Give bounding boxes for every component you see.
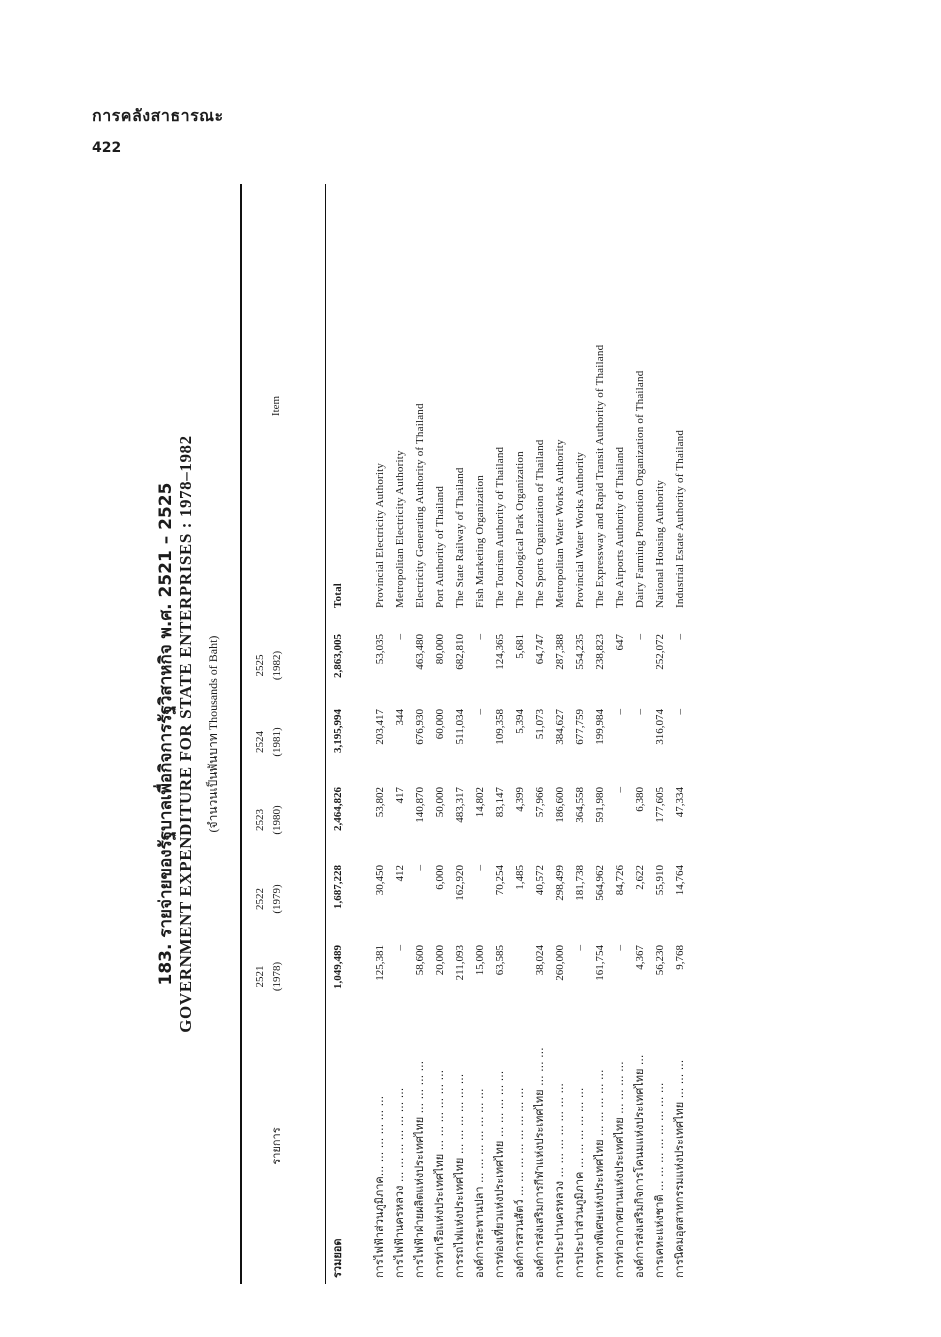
header-spacer <box>286 703 316 781</box>
header-year-5 <box>252 628 286 703</box>
table-unit: (จำนวนเป็นพันบาท Thousands of Baht) <box>206 635 220 833</box>
row-value: 344 <box>394 709 406 726</box>
header-year-4 <box>252 703 286 781</box>
row-label-english: Port Authority of Thailand <box>434 485 446 608</box>
header-year-2-be: 2522 <box>254 888 266 910</box>
table-title-english: GOVERNMENT EXPENDITURE FOR STATE ENTERPRISES : 1978–1982 <box>176 435 195 1033</box>
header-spacer <box>286 859 316 939</box>
row-value: 4,367 <box>634 945 646 970</box>
row-value: 14,764 <box>674 865 686 896</box>
row-value: 140,870 <box>414 787 426 823</box>
total-value: 1,687,228 <box>332 865 344 909</box>
header-year-3-ce: (1980) <box>271 805 283 835</box>
row-value: 177,605 <box>654 787 666 823</box>
header-spacer <box>286 628 316 703</box>
row-value: 47,334 <box>674 787 686 818</box>
header-spacer <box>286 1014 316 1284</box>
row-value: 50,000 <box>434 787 446 818</box>
row-label-thai: การท่องเที่ยวแห่งประเทศไทย ... ... ... ... ... <box>493 1070 506 1278</box>
row-label-thai: การไฟฟ้านครหลวง ... ... ... ... ... ... ... <box>393 1087 406 1278</box>
row-value: 2,622 <box>634 865 646 890</box>
row-label-english: The State Railway of Thailand <box>454 467 466 608</box>
row-label-thai: การเคหะแห่งชาติ ... ... ... ... ... ... ... ... <box>653 1082 666 1278</box>
header-spacer <box>286 184 316 628</box>
row-value: 412 <box>394 865 406 882</box>
row-label-english: Industrial Estate Authority of Thailand <box>674 429 686 608</box>
header-year-3-be: 2523 <box>254 809 266 831</box>
header-year-2-ce: (1979) <box>271 884 283 914</box>
header-spacer <box>286 939 316 1014</box>
header-year-5-ce: (1982) <box>271 650 283 681</box>
header-item-thai: รายการ <box>270 1127 283 1165</box>
row-value: 591,980 <box>594 787 606 823</box>
row-value: 84,726 <box>614 865 626 896</box>
row-value: – <box>634 634 646 640</box>
row-value: 260,000 <box>554 945 566 981</box>
expenditure-table <box>252 184 690 1284</box>
row-value: 20,000 <box>434 945 446 976</box>
row-value: 4,399 <box>514 787 526 812</box>
row-value: – <box>474 634 486 640</box>
total-value: 2,863,005 <box>332 634 344 678</box>
row-value: 80,000 <box>434 634 446 665</box>
rotated-table-area <box>120 184 880 1284</box>
row-value: 384,627 <box>554 709 566 745</box>
row-value: 199,984 <box>594 709 606 745</box>
row-value: 53,802 <box>374 787 386 818</box>
row-value: 63,585 <box>494 945 506 976</box>
row-value: 554,235 <box>574 634 586 670</box>
row-value: 38,024 <box>534 945 546 976</box>
row-value: – <box>614 787 626 793</box>
row-value: – <box>574 945 586 951</box>
row-value: 53,035 <box>374 634 386 665</box>
row-value: – <box>614 709 626 715</box>
row-value: 181,738 <box>574 865 586 901</box>
header-year-5-be: 2525 <box>254 654 266 677</box>
row-label-thai: การไฟฟ้าส่วนภูมิภาค... ... ... ... ... ... <box>373 1095 386 1278</box>
row-value: 203,417 <box>374 709 386 745</box>
row-label-english: The Tourism Authority of Thailand <box>494 446 506 608</box>
header-year-2 <box>252 859 286 939</box>
row-value <box>510 939 530 1014</box>
row-value: 298,499 <box>554 865 566 901</box>
row-label-thai: การไฟฟ้าฝ่ายผลิตแห่งประเทศไทย ... ... ... ... <box>413 1060 426 1278</box>
header-year-4-ce: (1981) <box>271 727 283 757</box>
row-label-thai: การทางพิเศษแห่งประเทศไทย ... ... ... ... ... <box>593 1069 606 1278</box>
row-label-english: Dairy Farming Promotion Organization of Thailand <box>634 370 646 608</box>
row-value: 364,558 <box>574 787 586 823</box>
row-value: 252,072 <box>654 634 666 670</box>
row-value: 511,034 <box>454 709 466 745</box>
row-value: 40,572 <box>534 865 546 896</box>
row-value: – <box>674 634 686 640</box>
row-value: 5,394 <box>514 709 526 734</box>
header-year-4-be: 2524 <box>254 731 266 753</box>
row-value: 58,600 <box>414 945 426 976</box>
row-value: – <box>634 709 646 715</box>
row-label-english: Provincial Water Works Authority <box>574 451 586 608</box>
row-value: 677,759 <box>574 709 586 745</box>
row-label-thai: องค์การสวนสัตว์ ... ... ... ... ... ... ... ... <box>513 1087 526 1278</box>
row-value: 9,768 <box>674 945 686 970</box>
row-label-thai: การท่าอากาศยานแห่งประเทศไทย ... ... ... ... <box>613 1061 626 1278</box>
row-value: 109,358 <box>494 709 506 745</box>
row-label-english: The Airports Authority of Thailand <box>614 446 626 608</box>
row-value: – <box>394 945 406 951</box>
row-value: – <box>674 709 686 715</box>
top-rule <box>240 184 242 1284</box>
total-label-thai: รวมยอด <box>331 1238 344 1278</box>
row-value: 1,485 <box>514 865 526 890</box>
running-head: การคลังสาธารณะ <box>92 106 224 125</box>
row-value: 70,254 <box>494 865 506 896</box>
row-value: 55,910 <box>654 865 666 896</box>
header-item-english: Item <box>270 395 282 417</box>
row-value: 676,930 <box>414 709 426 745</box>
row-value: 60,000 <box>434 709 446 740</box>
row-label-thai: การประปาส่วนภูมิภาค ... ... ... ... ... ... <box>573 1087 586 1278</box>
row-value: 287,388 <box>554 634 566 670</box>
row-label-thai: องค์การส่งเสริมกิจการโคนมแห่งประเทศไทย ... <box>633 1054 646 1278</box>
row-value: – <box>474 865 486 871</box>
row-label-english: Electricity Generating Authority of Thailand <box>414 403 426 608</box>
row-label-english: Metropolitan Electricity Authority <box>394 450 406 608</box>
row-label-english: Fish Marketing Organization <box>474 475 486 608</box>
row-value: 83,147 <box>494 787 506 818</box>
row-value: 564,962 <box>594 865 606 901</box>
row-value: 211,093 <box>454 945 466 981</box>
row-value: 56,230 <box>654 945 666 976</box>
row-value: 647 <box>614 634 626 651</box>
total-value: 2,464,826 <box>332 787 344 831</box>
row-value: 238,823 <box>594 634 606 670</box>
row-label-english: Provincial Electricity Authority <box>374 462 386 608</box>
row-value: 51,073 <box>534 709 546 740</box>
row-label-thai: องค์การสะพานปลา ... ... ... ... ... ... ... <box>473 1088 486 1278</box>
table-title-thai: 183. รายจ่ายของรัฐบาลเพื่อกิจการรัฐวิสาหกิจ พ.ศ. 2521 – 2525 <box>156 482 176 986</box>
row-value: – <box>614 945 626 951</box>
row-label-thai: การประปานครหลวง ... ... ... ... ... ... ... <box>553 1083 566 1278</box>
row-value: 6,380 <box>634 787 646 812</box>
row-value: 417 <box>394 787 406 804</box>
row-value: 5,681 <box>514 634 526 659</box>
row-value: 162,920 <box>454 865 466 901</box>
row-value: 186,600 <box>554 787 566 823</box>
row-value: 15,000 <box>474 945 486 976</box>
row-value: – <box>414 865 426 871</box>
row-value: 6,000 <box>434 865 446 890</box>
row-value: 125,381 <box>374 945 386 981</box>
header-spacer <box>286 781 316 859</box>
row-value: – <box>394 634 406 640</box>
header-year-1-be: 2521 <box>254 965 266 988</box>
row-value: 30,450 <box>374 865 386 896</box>
total-value: 3,195,994 <box>332 709 344 753</box>
row-label-english: The Expressway and Rapid Transit Authority of Thailand <box>594 344 606 608</box>
row-label-english: Metropolitan Water Works Authority <box>554 439 566 608</box>
row-value: 483,317 <box>454 787 466 823</box>
row-label-english: The Zoological Park Organization <box>514 451 526 608</box>
row-label-english: The Sports Organization of Thailand <box>534 439 546 608</box>
total-value: 1,049,489 <box>332 945 344 989</box>
row-label-thai: การรถไฟแห่งประเทศไทย ... ... ... ... ... ... <box>453 1073 466 1278</box>
row-value: 124,365 <box>494 634 506 670</box>
row-value: 161,754 <box>594 945 606 981</box>
header-year-1-ce: (1978) <box>271 961 283 992</box>
total-label-english: Total <box>332 582 344 608</box>
row-label-thai: การนิคมอุตสาหกรรมแห่งประเทศไทย ... ... ... <box>673 1059 686 1278</box>
row-value: 682,810 <box>454 634 466 670</box>
header-year-1 <box>252 939 286 1014</box>
row-value: 57,966 <box>534 787 546 818</box>
page-number: 422 <box>92 140 122 156</box>
row-value: 14,802 <box>474 787 486 818</box>
row-value: – <box>474 709 486 715</box>
row-label-thai: องค์การส่งเสริมการกีฬาแห่งประเทศไทย ... ... ... <box>533 1047 546 1278</box>
row-value: 64,747 <box>534 634 546 665</box>
row-label-thai: การท่าเรือแห่งประเทศไทย ... ... ... ... ... ... <box>433 1069 446 1278</box>
row-label-english: National Housing Authority <box>654 479 666 608</box>
header-year-3 <box>252 781 286 859</box>
row-value: 316,074 <box>654 709 666 745</box>
row-value: 463,480 <box>414 634 426 670</box>
